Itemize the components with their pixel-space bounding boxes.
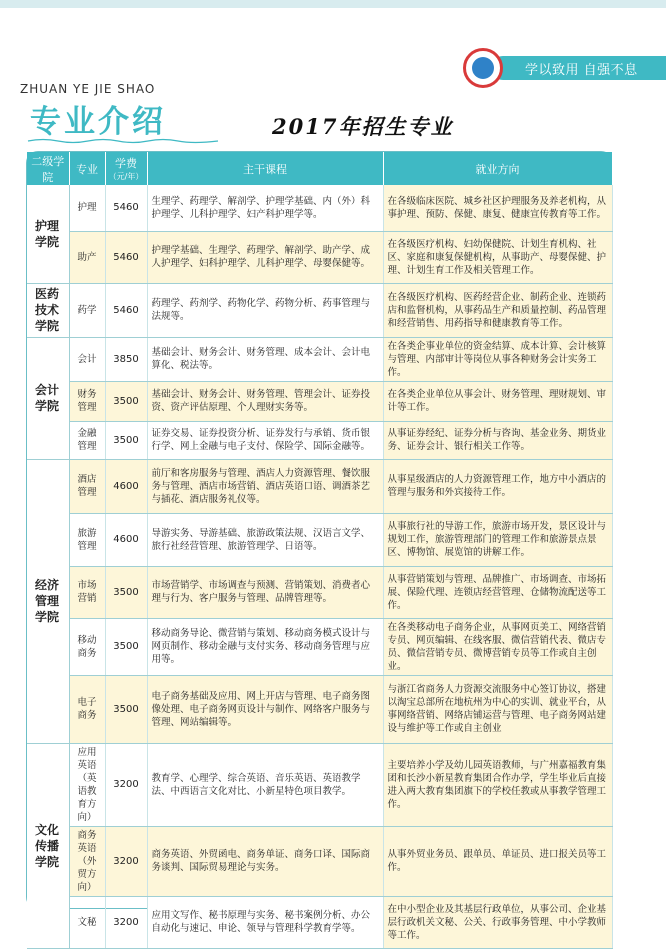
header-fee-label: 学费: [115, 157, 137, 170]
fee-cell: 3500: [105, 421, 147, 459]
table-row: [27, 459, 612, 513]
courses-cell: 证券交易、证券投资分析、证券发行与承销、货币银行学、网上金融与电子支付、保险学、国际金融等。: [147, 421, 383, 459]
header-major: 专业: [69, 152, 105, 185]
career-cell: 主要培养小学及幼儿园英语教师，与广州嘉福教育集团和长沙小新星教育集团合作办学，学生毕业后直接进入两大教育集团旗下的学校任教或从事教学管理工作。: [383, 743, 612, 826]
fee-cell: 3200: [105, 826, 147, 896]
fee-cell: 3500: [105, 618, 147, 675]
career-cell: 在各类企业单位从事会计、财务管理、理财规划、审计等工作。: [383, 381, 612, 421]
header-fee: [105, 152, 147, 185]
badge-center: [472, 57, 494, 79]
college-cell: 会计学院: [27, 337, 69, 459]
courses-cell: 应用文写作、秘书原理与实务、秘书案例分析、办公自动化与速记、申论、领导与管理科学教育学等。: [147, 896, 383, 948]
fee-cell: 4600: [105, 513, 147, 566]
career-cell: 在各级医疗机构、医药经营企业、制药企业、连锁药店和监督机构，从事药品生产和质量控制、药品管理和经营销售、用药指导和健康教育等工作。: [383, 283, 612, 337]
fee-cell: 5460: [105, 283, 147, 337]
courses-cell: 移动商务导论、微营销与策划、移动商务模式设计与网页制作、移动金融与支付实务、移动商务管理与应用等。: [147, 618, 383, 675]
top-bar: [0, 0, 666, 20]
major-cell: 旅游管理: [69, 513, 105, 566]
fee-cell: 3200: [105, 743, 147, 826]
major-cell: 酒店管理: [69, 459, 105, 513]
career-cell: 从事外贸业务员、跟单员、单证员、进口报关员等工作。: [383, 826, 612, 896]
career-cell: 在各级临床医院、城乡社区护理服务及养老机构，从事护理、预防、保健、康复、健康宣传教育等工作。: [383, 185, 612, 231]
courses-cell: 电子商务基础及应用、网上开店与管理、电子商务图像处理、电子商务网页设计与制作、网络客户服务与管理、网站编辑等。: [147, 675, 383, 743]
career-cell: 从事旅行社的导游工作，旅游市场开发，景区设计与规划工作，旅游管理部门的管理工作和旅游景点景区、博物馆、展览馆的讲解工作。: [383, 513, 612, 566]
major-cell: 电子商务: [69, 675, 105, 743]
courses-cell: 商务英语、外贸函电、商务单证、商务口译、国际商务谈判、国际贸易理论与实务。: [147, 826, 383, 896]
fee-cell: 3500: [105, 566, 147, 618]
courses-cell: 基础会计、财务会计、财务管理、管理会计、证券投资、资产评估原理、个人理财实务等。: [147, 381, 383, 421]
career-cell: 与浙江省商务人力资源交流服务中心签订协议，搭建以淘宝总部所在地杭州为中心的实训、就业平台，从事网络营销、网络店铺运营与管理、电子商务网站建设与维护等工作或自主创业: [383, 675, 612, 743]
courses-cell: 生理学、药理学、解剖学、护理学基础、内（外）科护理学、儿科护理学、妇产科护理学等。: [147, 185, 383, 231]
table-row: [27, 381, 612, 421]
courses-cell: 药理学、药剂学、药物化学、药物分析、药事管理与法规等。: [147, 283, 383, 337]
courses-cell: 基础会计、财务会计、财务管理、成本会计、会计电算化、税法等。: [147, 337, 383, 381]
fee-cell: 4600: [105, 459, 147, 513]
header-college: 二级学院: [27, 152, 69, 185]
courses-cell: 市场营销学、市场调查与预测、营销策划、消费者心理与行为、客户服务与管理、品牌管理等。: [147, 566, 383, 618]
top-decoration: [0, 0, 666, 8]
header-fee-unit: （元/年）: [108, 172, 144, 181]
table-row: [27, 421, 612, 459]
courses-cell: 导游实务、导游基础、旅游政策法规、汉语言文学、旅行社经营管理、旅游管理学、日语等。: [147, 513, 383, 566]
slogan-text: 学以致用 自强不息: [525, 63, 638, 78]
college-cell: 护理学院: [27, 185, 69, 283]
table-row: [27, 513, 612, 566]
major-cell: 助产: [69, 231, 105, 283]
college-cell: 文化传播学院: [27, 743, 69, 948]
college-cell: 经济管理学院: [27, 459, 69, 743]
career-cell: 在各类企事业单位的资金结算、成本计算、会计核算与管理、内部审计等岗位从事各种财务会计实务工作。: [383, 337, 612, 381]
career-cell: 在各类移动电子商务企业，从事网页美工、网络营销专员、网页编辑、在线客服、微信营销代表、微店专员、微信营销专员、微博营销专员等工作或自主创业。: [383, 618, 612, 675]
major-cell: 商务英语（外贸方向）: [69, 826, 105, 896]
table-header-row: [27, 152, 612, 185]
college-cell: 医药技术学院: [27, 283, 69, 337]
section-title: 专业介绍: [30, 104, 166, 140]
major-cell: 金融管理: [69, 421, 105, 459]
majors-table: [27, 152, 613, 949]
career-cell: 在中小型企业及其基层行政单位，从事公司、企业基层行政机关文秘、公关、行政事务管理、中小学教师等工作。: [383, 896, 612, 948]
table-row: [27, 896, 612, 948]
courses-cell: 教育学、心理学、综合英语、音乐英语、英语教学法、中西语言文化对比、小新星特色项目教学。: [147, 743, 383, 826]
major-cell: 会计: [69, 337, 105, 381]
major-cell: 文秘: [69, 896, 105, 948]
fee-cell: 5460: [105, 231, 147, 283]
slogan-banner: [491, 56, 666, 80]
table-row: [27, 283, 612, 337]
table-row: [27, 566, 612, 618]
major-cell: 市场营销: [69, 566, 105, 618]
courses-cell: 前厅和客房服务与管理、酒店人力资源管理、餐饮服务与管理、酒店市场营销、酒店英语口语、调酒茶艺与插花、酒店服务礼仪等。: [147, 459, 383, 513]
wave-decoration-icon: [28, 138, 218, 144]
fee-cell: 5460: [105, 185, 147, 231]
career-cell: 在各级医疗机构、妇幼保健院、计划生育机构、社区、家庭和康复保健机构，从事助产、母婴保健、护理、计划生育工作及相关管理工作。: [383, 231, 612, 283]
fee-cell: 3500: [105, 675, 147, 743]
major-cell: 护理: [69, 185, 105, 231]
courses-cell: 护理学基础、生理学、药理学、解剖学、助产学、成人护理学、妇科护理学、儿科护理学、母婴保健等。: [147, 231, 383, 283]
table-row: [27, 185, 612, 231]
fee-cell: 3500: [105, 381, 147, 421]
table-row: [27, 826, 612, 896]
table-row: [27, 231, 612, 283]
table-row: [27, 337, 612, 381]
fee-cell: 3850: [105, 337, 147, 381]
header-courses: 主干课程: [147, 152, 383, 185]
career-cell: 从事营销策划与管理、品牌推广、市场调查、市场拓展、保险代理、连锁店经营管理、仓储物流配送等工作。: [383, 566, 612, 618]
header-career: 就业方向: [383, 152, 612, 185]
major-cell: 药学: [69, 283, 105, 337]
career-cell: 从事证券经纪、证券分析与咨询、基金业务、期货业务、证券会计、银行相关工作等。: [383, 421, 612, 459]
table-row: [27, 618, 612, 675]
fee-cell: 3200: [105, 896, 147, 948]
majors-table-frame: [26, 151, 613, 941]
table-title: 2017年招生专业: [272, 114, 454, 139]
major-cell: 财务管理: [69, 381, 105, 421]
major-cell: 应用英语（英语教育方向）: [69, 743, 105, 826]
pinyin-title: ZHUAN YE JIE SHAO: [20, 82, 156, 96]
table-row: [27, 675, 612, 743]
school-badge-icon: [463, 48, 503, 88]
career-cell: 从事星级酒店的人力资源管理工作，地方中小酒店的管理与服务和外宾接待工作。: [383, 459, 612, 513]
major-cell: 移动商务: [69, 618, 105, 675]
table-row: [27, 743, 612, 826]
